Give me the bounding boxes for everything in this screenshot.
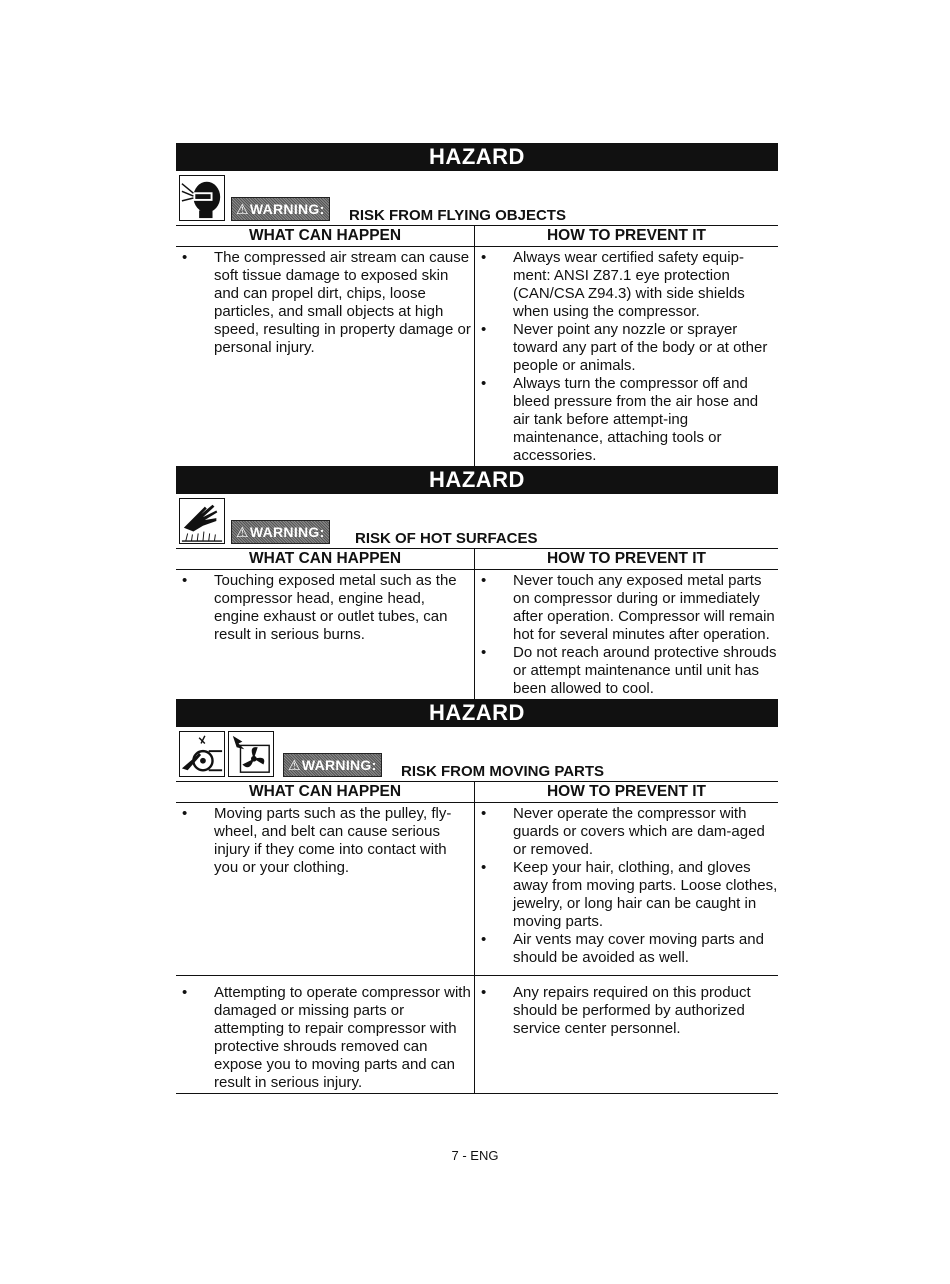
column-header-how-to-prevent: HOW TO PREVENT IT [475,226,779,247]
eye-protection-icon [179,175,225,221]
list-item: • Do not reach around protective shrouds or attempt maintenance until unit has been allowed to cool. [475,644,778,698]
hazard-header: HAZARD [176,699,778,727]
warning-badge: ⚠WARNING: [231,197,330,221]
hazard-table [176,549,778,699]
list-item: • Attempting to operate compressor with damaged or missing parts or attempting to repair compressor with protective shrouds removed can expose you to moving parts and can result in serious injury. [176,984,474,1092]
warning-triangle-icon: ⚠ [236,524,249,540]
hazard-title: RISK FROM MOVING PARTS [401,763,605,780]
hazard-page [176,143,778,1094]
column-header-what-can-happen: WHAT CAN HAPPEN [176,549,475,570]
hazard-section-hot-surfaces [176,466,778,699]
list-item: • Always turn the compressor off and bleed pressure from the air hose and air tank before attempt-ing maintenance, attaching tools or accessories. [475,375,778,465]
belt-entanglement-icon [179,731,225,777]
warning-triangle-icon: ⚠ [288,757,301,773]
list-item: • Never operate the compressor with guards or covers which are dam-aged or removed. [475,805,778,859]
warning-row [176,727,778,782]
list-item: • Keep your hair, clothing, and gloves away from moving parts. Loose clothes, jewelry, or long hair can be caught in moving parts. [475,859,778,931]
warning-triangle-icon: ⚠ [236,201,249,217]
page-number: 7 - ENG [451,1148,499,1163]
warning-badge: ⚠WARNING: [231,520,330,544]
column-header-how-to-prevent: HOW TO PREVENT IT [475,549,779,570]
list-item: • Any repairs required on this product should be performed by authorized service center personnel. [475,984,778,1038]
warning-row [176,171,778,226]
column-header-what-can-happen: WHAT CAN HAPPEN [176,782,475,803]
fan-blade-icon [228,731,274,777]
hazard-table [176,226,778,466]
hazard-title: RISK OF HOT SURFACES [355,530,538,547]
column-header-how-to-prevent: HOW TO PREVENT IT [475,782,779,803]
hazard-table [176,782,778,1094]
hazard-header: HAZARD [176,466,778,494]
list-item: • Moving parts such as the pulley, fly-wheel, and belt can cause serious injury if they come into contact with you or your clothing. [176,805,474,877]
hazard-section-flying-objects [176,143,778,466]
hazard-title: RISK FROM FLYING OBJECTS [349,207,566,224]
column-header-what-can-happen: WHAT CAN HAPPEN [176,226,475,247]
warning-badge: ⚠WARNING: [283,753,382,777]
list-item: • Air vents may cover moving parts and should be avoided as well. [475,931,778,967]
warning-row [176,494,778,549]
list-item: • Never point any nozzle or sprayer toward any part of the body or at other people or animals. [475,321,778,375]
list-item: • The compressed air stream can cause soft tissue damage to exposed skin and can propel dirt, chips, loose particles, and small objects at high speed, resulting in property damage or personal injury. [176,249,474,357]
list-item: • Always wear certified safety equip-ment: ANSI Z87.1 eye protection (CAN/CSA Z94.3) with side shields when using the compressor. [475,249,778,321]
list-item: • Never touch any exposed metal parts on compressor during or immediately after operation. Compressor will remain hot for several minutes after operation. [475,572,778,644]
hazard-header: HAZARD [176,143,778,171]
hot-surface-icon [179,498,225,544]
hazard-section-moving-parts [176,699,778,1094]
list-item: • Touching exposed metal such as the compressor head, engine head, engine exhaust or outlet tubes, can result in serious burns. [176,572,474,644]
